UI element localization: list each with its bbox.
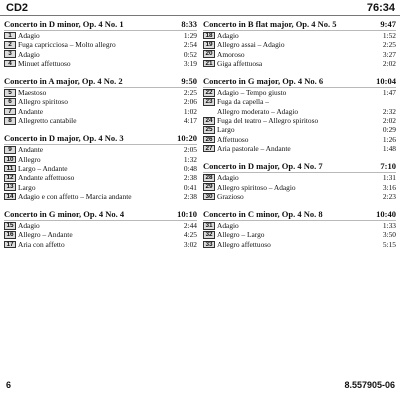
track-title: Andante [18, 106, 44, 116]
track-number: 24 [203, 117, 215, 125]
tracklist-column-left [4, 19, 197, 257]
track-duration: 2:32 [382, 106, 396, 116]
track-number: 20 [203, 50, 215, 58]
track-number: 1 [4, 32, 16, 40]
track-title: Allegro moderato – Adagio [217, 106, 299, 116]
track-duration: 2:23 [382, 191, 396, 201]
track-duration: 2:54 [183, 40, 197, 50]
track-title: Largo [217, 125, 235, 135]
concerto-heading [203, 19, 396, 31]
track-number: 2 [4, 41, 16, 49]
track-title: Andante affettuoso [18, 173, 75, 183]
track-number: 29 [203, 183, 215, 191]
track-row [203, 88, 396, 97]
track-title: Affettuoso [217, 134, 249, 144]
track-row [203, 183, 396, 192]
track-duration: 1:32 [183, 154, 197, 164]
track-title: Adagio [18, 49, 40, 59]
track-row [4, 116, 197, 125]
track-duration: 1:33 [382, 221, 396, 231]
track-title: Adagio [217, 173, 239, 183]
disc-total-duration: 76:34 [366, 2, 395, 14]
concerto-block [203, 209, 396, 249]
concerto-title: Concerto in C minor, Op. 4 No. 8 [203, 209, 323, 220]
track-row [203, 192, 396, 201]
track-number: 12 [4, 174, 16, 182]
track-duration: 3:27 [382, 49, 396, 59]
concerto-title: Concerto in D major, Op. 4 No. 7 [203, 161, 323, 172]
concerto-heading [4, 209, 197, 221]
track-duration: 1:31 [382, 173, 396, 183]
track-duration: 2:38 [183, 191, 197, 201]
concerto-title: Concerto in A major, Op. 4 No. 2 [4, 76, 123, 87]
track-number: 7 [4, 108, 16, 116]
concerto-duration: 10:40 [376, 209, 396, 220]
track-duration: 1:02 [183, 106, 197, 116]
track-number: 14 [4, 193, 16, 201]
track-duration: 1:52 [382, 31, 396, 40]
track-duration: 3:19 [183, 58, 197, 68]
concerto-block [4, 209, 197, 249]
track-title: Adagio [217, 221, 239, 231]
track-row [4, 240, 197, 249]
track-title: Largo [18, 182, 36, 192]
concerto-block [4, 19, 197, 68]
track-title: Allegro – Andante [18, 230, 73, 240]
track-number: 31 [203, 222, 215, 230]
track-duration: 2:06 [183, 97, 197, 107]
concerto-heading [203, 209, 396, 221]
track-row [4, 31, 197, 40]
track-row [203, 125, 396, 134]
track-row [203, 50, 396, 59]
track-duration: 2:38 [183, 173, 197, 183]
track-row [203, 221, 396, 230]
track-duration: 3:16 [382, 182, 396, 192]
concerto-title: Concerto in G minor, Op. 4 No. 4 [4, 209, 125, 220]
track-number: 5 [4, 89, 16, 97]
track-title: Adagio [18, 221, 40, 231]
track-number: 16 [4, 231, 16, 239]
concerto-heading [4, 133, 197, 145]
track-duration: 4:17 [183, 116, 197, 126]
track-row [4, 97, 197, 106]
track-duration: 1:26 [382, 134, 396, 144]
track-number: 32 [203, 231, 215, 239]
track-title: Fuga del teatro – Allegro spiritoso [217, 116, 319, 126]
track-row [203, 107, 396, 116]
track-title: Aria pastorale – Andante [217, 143, 291, 153]
track-number: 33 [203, 241, 215, 249]
track-row [4, 192, 197, 201]
concerto-duration: 8:33 [181, 19, 197, 29]
track-title: Grazioso [217, 191, 244, 201]
header-rule [0, 15, 400, 16]
track-row [203, 173, 396, 182]
track-duration: 2:25 [183, 88, 197, 98]
track-number: 23 [203, 98, 215, 106]
track-title: Allegretto cantabile [18, 116, 77, 126]
track-title: Largo – Andante [18, 163, 68, 173]
concerto-heading [203, 161, 396, 173]
concerto-duration: 9:47 [380, 19, 396, 29]
track-duration: 0:52 [183, 49, 197, 59]
track-duration: 2:02 [382, 58, 396, 68]
track-title: Allegro – Largo [217, 230, 265, 240]
track-row [4, 107, 197, 116]
track-title: Maestoso [18, 88, 47, 98]
track-row [4, 173, 197, 182]
track-duration: 5:15 [382, 239, 396, 249]
track-duration: 2:44 [183, 221, 197, 231]
track-row [4, 221, 197, 230]
concerto-block [4, 76, 197, 125]
track-row [4, 145, 197, 154]
track-duration: 3:02 [183, 239, 197, 249]
track-row [4, 183, 197, 192]
track-duration: 2:25 [382, 40, 396, 50]
track-row [203, 135, 396, 144]
track-row [203, 59, 396, 68]
track-duration: 0:48 [183, 163, 197, 173]
track-number: 4 [4, 60, 16, 68]
track-number: 27 [203, 145, 215, 153]
track-title: Adagio – Tempo giusto [217, 88, 287, 98]
track-number: 10 [4, 156, 16, 164]
page-number: 6 [6, 380, 12, 390]
track-duration: 1:47 [382, 88, 396, 98]
concerto-duration: 10:04 [376, 76, 396, 87]
track-title: Allegro spiritoso – Adagio [217, 182, 296, 192]
track-title: Allegro [18, 154, 41, 164]
track-number: 30 [203, 193, 215, 201]
track-title: Amoroso [217, 49, 245, 59]
track-duration: 0:41 [183, 182, 197, 192]
track-title: Minuet affettuoso [18, 58, 71, 68]
track-number: 18 [203, 32, 215, 40]
track-duration: 2:02 [382, 116, 396, 126]
track-title: Allegro assai – Adagio [217, 40, 285, 50]
track-number: 9 [4, 146, 16, 154]
track-row [4, 59, 197, 68]
track-duration: 1:29 [183, 31, 197, 40]
track-row [203, 97, 396, 106]
track-number: 13 [4, 183, 16, 191]
track-title: Allegro affettuoso [217, 239, 271, 249]
track-number: 3 [4, 50, 16, 58]
track-title: Aria con affetto [18, 239, 65, 249]
track-row [203, 116, 396, 125]
track-row [203, 40, 396, 49]
track-row [203, 240, 396, 249]
track-number: 25 [203, 126, 215, 134]
disc-label: CD2 [6, 2, 29, 14]
concerto-heading [203, 76, 396, 88]
track-duration: 1:48 [382, 143, 396, 153]
concerto-duration: 7:10 [380, 161, 396, 172]
concerto-heading [4, 76, 197, 88]
track-number: 11 [4, 165, 16, 173]
catalog-number: 8.557905-06 [344, 380, 395, 390]
concerto-heading [4, 19, 197, 31]
track-title: Allegro spiritoso [18, 97, 68, 107]
track-number: 21 [203, 60, 215, 68]
track-row [203, 31, 396, 40]
concerto-title: Concerto in B flat major, Op. 4 No. 5 [203, 19, 337, 29]
track-row [4, 155, 197, 164]
concerto-title: Concerto in G major, Op. 4 No. 6 [203, 76, 324, 87]
track-duration: 2:05 [183, 145, 197, 155]
track-title: Adagio [18, 31, 40, 40]
track-row [4, 230, 197, 239]
concerto-duration: 9:50 [181, 76, 197, 87]
track-duration: 4:25 [183, 230, 197, 240]
concerto-block [203, 161, 396, 201]
track-row [203, 144, 396, 153]
track-title: Andante [18, 145, 44, 155]
concerto-duration: 10:10 [177, 209, 197, 220]
track-row [203, 230, 396, 239]
track-title: Adagio [217, 31, 239, 40]
concerto-title: Concerto in D major, Op. 4 No. 3 [4, 133, 124, 144]
track-number: 22 [203, 89, 215, 97]
tracklist-column-right [203, 19, 396, 257]
track-number: 17 [4, 241, 16, 249]
track-row [4, 164, 197, 173]
track-title: Fuga da capella – [217, 97, 269, 107]
track-number: 28 [203, 174, 215, 182]
track-row [4, 50, 197, 59]
track-duration: 0:29 [382, 125, 396, 135]
track-title: Fuga capricciosa – Molto allegro [18, 40, 116, 50]
track-duration: 3:50 [382, 230, 396, 240]
concerto-duration: 10:20 [177, 133, 197, 144]
track-row [4, 40, 197, 49]
track-number: 19 [203, 41, 215, 49]
concerto-block [203, 19, 396, 68]
concerto-title: Concerto in D minor, Op. 4 No. 1 [4, 19, 124, 29]
track-title: Adagio e con affetto – Marcia andante [18, 191, 132, 201]
track-number: 26 [203, 136, 215, 144]
track-number: 8 [4, 117, 16, 125]
track-row [4, 88, 197, 97]
track-title: Giga affettuosa [217, 58, 263, 68]
track-number: 6 [4, 98, 16, 106]
track-number: 15 [4, 222, 16, 230]
concerto-block [4, 133, 197, 201]
concerto-block [203, 76, 396, 153]
